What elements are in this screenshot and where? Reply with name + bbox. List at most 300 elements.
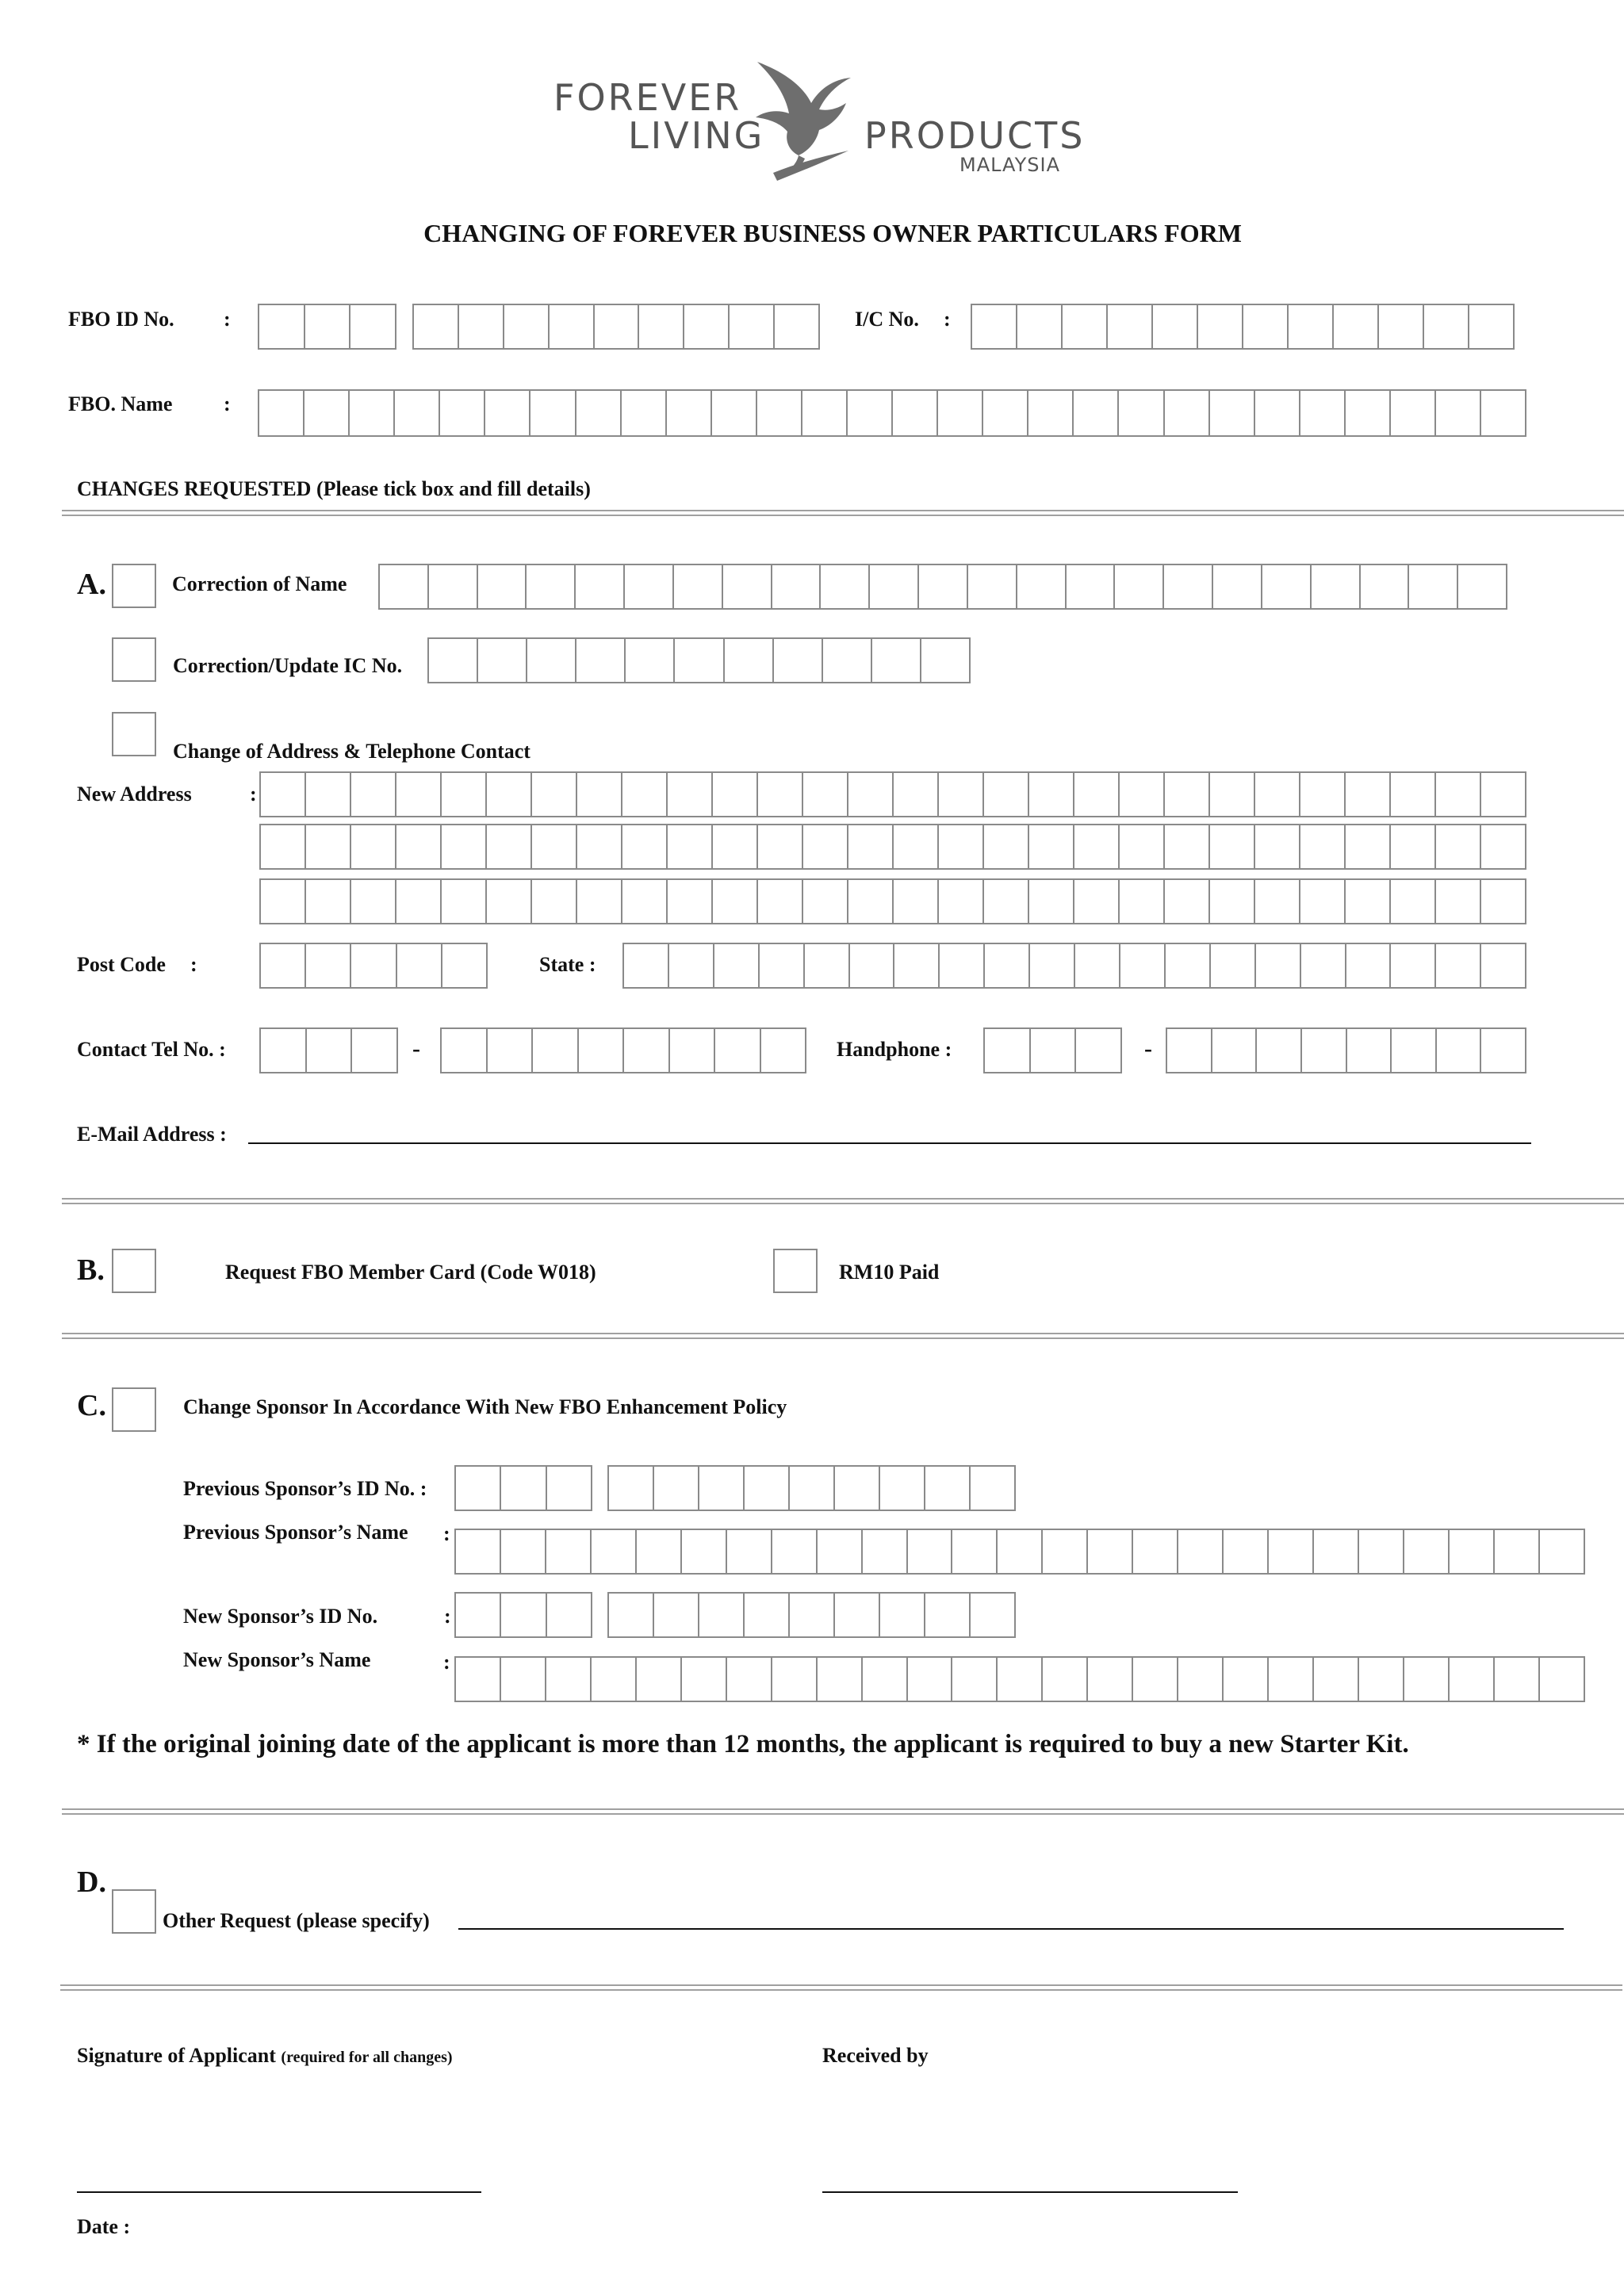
character-box[interactable] <box>939 773 984 816</box>
character-box[interactable] <box>850 944 895 987</box>
change-sponsor-checkbox[interactable] <box>112 1387 156 1432</box>
character-box[interactable] <box>772 1530 818 1573</box>
character-box[interactable] <box>1495 1658 1540 1701</box>
character-box[interactable] <box>758 825 803 868</box>
character-box[interactable] <box>985 944 1030 987</box>
character-box[interactable] <box>1028 391 1074 435</box>
character-box[interactable] <box>925 1467 971 1510</box>
character-box[interactable] <box>713 880 758 923</box>
character-box[interactable] <box>478 565 527 608</box>
character-box[interactable] <box>727 1658 772 1701</box>
character-box[interactable] <box>971 1594 1014 1636</box>
character-box[interactable] <box>952 1658 998 1701</box>
contact-tel-number-boxes[interactable] <box>440 1027 806 1073</box>
character-box[interactable] <box>1165 825 1210 868</box>
character-box[interactable] <box>259 391 304 435</box>
character-box[interactable] <box>442 880 487 923</box>
character-box[interactable] <box>1346 773 1391 816</box>
character-box[interactable] <box>713 773 758 816</box>
character-box[interactable] <box>712 391 757 435</box>
character-box[interactable] <box>925 1594 971 1636</box>
character-box[interactable] <box>1409 565 1458 608</box>
correction-name-checkbox[interactable] <box>112 564 156 608</box>
character-box[interactable] <box>1115 565 1164 608</box>
character-box[interactable] <box>261 773 306 816</box>
character-box[interactable] <box>745 1467 790 1510</box>
character-box[interactable] <box>1481 944 1525 987</box>
character-box[interactable] <box>261 825 306 868</box>
state-boxes[interactable] <box>622 943 1526 989</box>
character-box[interactable] <box>261 880 306 923</box>
character-box[interactable] <box>1133 1658 1178 1701</box>
character-box[interactable] <box>304 391 350 435</box>
ic-number-boxes[interactable] <box>971 304 1515 350</box>
character-box[interactable] <box>1404 1658 1450 1701</box>
character-box[interactable] <box>456 1467 501 1510</box>
other-request-input-line[interactable] <box>458 1928 1564 1930</box>
character-box[interactable] <box>1043 1658 1088 1701</box>
character-box[interactable] <box>546 1530 592 1573</box>
character-box[interactable] <box>939 880 984 923</box>
character-box[interactable] <box>306 944 351 987</box>
character-box[interactable] <box>1076 1029 1120 1072</box>
character-box[interactable] <box>863 1658 908 1701</box>
character-box[interactable] <box>1379 305 1424 348</box>
character-box[interactable] <box>351 825 396 868</box>
character-box[interactable] <box>760 944 805 987</box>
character-box[interactable] <box>835 1594 880 1636</box>
character-box[interactable] <box>478 639 527 682</box>
character-box[interactable] <box>714 944 760 987</box>
character-box[interactable] <box>456 1658 501 1701</box>
new-sponsor-name-boxes[interactable] <box>454 1656 1585 1702</box>
email-input-line[interactable] <box>248 1142 1531 1144</box>
character-box[interactable] <box>1120 880 1165 923</box>
character-box[interactable] <box>1224 1658 1269 1701</box>
character-box[interactable] <box>1063 305 1108 348</box>
character-box[interactable] <box>504 305 550 348</box>
character-box[interactable] <box>1481 1029 1525 1072</box>
character-box[interactable] <box>487 773 532 816</box>
character-box[interactable] <box>758 773 803 816</box>
character-box[interactable] <box>1178 1658 1224 1701</box>
character-box[interactable] <box>1198 305 1243 348</box>
character-box[interactable] <box>1262 565 1312 608</box>
character-box[interactable] <box>547 1467 591 1510</box>
character-box[interactable] <box>790 1594 835 1636</box>
character-box[interactable] <box>684 305 730 348</box>
handphone-number-boxes[interactable] <box>1166 1027 1526 1073</box>
character-box[interactable] <box>669 944 714 987</box>
character-box[interactable] <box>1436 773 1481 816</box>
character-box[interactable] <box>1165 391 1210 435</box>
character-box[interactable] <box>772 565 822 608</box>
character-box[interactable] <box>351 880 396 923</box>
character-box[interactable] <box>893 391 938 435</box>
character-box[interactable] <box>730 305 775 348</box>
character-box[interactable] <box>674 565 723 608</box>
character-box[interactable] <box>1255 773 1300 816</box>
handphone-prefix-boxes[interactable] <box>983 1027 1122 1073</box>
character-box[interactable] <box>983 391 1028 435</box>
fbo-id-number-boxes[interactable] <box>412 304 820 350</box>
character-box[interactable] <box>1212 1029 1258 1072</box>
character-box[interactable] <box>396 773 442 816</box>
character-box[interactable] <box>639 305 684 348</box>
character-box[interactable] <box>682 1530 727 1573</box>
character-box[interactable] <box>1392 1029 1437 1072</box>
character-box[interactable] <box>1108 305 1153 348</box>
character-box[interactable] <box>456 1530 501 1573</box>
character-box[interactable] <box>1120 773 1165 816</box>
character-box[interactable] <box>1017 565 1067 608</box>
character-box[interactable] <box>261 944 306 987</box>
character-box[interactable] <box>397 944 442 987</box>
character-box[interactable] <box>527 639 576 682</box>
received-by-line[interactable] <box>822 2191 1238 2193</box>
character-box[interactable] <box>442 1029 488 1072</box>
character-box[interactable] <box>637 1530 682 1573</box>
character-box[interactable] <box>1424 305 1469 348</box>
character-box[interactable] <box>1088 1530 1133 1573</box>
character-box[interactable] <box>848 773 894 816</box>
character-box[interactable] <box>261 1029 307 1072</box>
character-box[interactable] <box>984 880 1029 923</box>
character-box[interactable] <box>939 825 984 868</box>
new-sponsor-id-number-boxes[interactable] <box>607 1592 1016 1638</box>
character-box[interactable] <box>350 305 395 348</box>
character-box[interactable] <box>1436 944 1481 987</box>
character-box[interactable] <box>1481 825 1525 868</box>
character-box[interactable] <box>442 825 487 868</box>
character-box[interactable] <box>396 825 442 868</box>
correction-name-boxes[interactable] <box>378 564 1507 610</box>
character-box[interactable] <box>668 880 713 923</box>
character-box[interactable] <box>592 1658 637 1701</box>
character-box[interactable] <box>725 639 774 682</box>
character-box[interactable] <box>501 1467 546 1510</box>
character-box[interactable] <box>1481 391 1525 435</box>
character-box[interactable] <box>1300 773 1346 816</box>
character-box[interactable] <box>1255 825 1300 868</box>
character-box[interactable] <box>1469 305 1513 348</box>
character-box[interactable] <box>625 565 674 608</box>
character-box[interactable] <box>1391 773 1436 816</box>
character-box[interactable] <box>745 1594 790 1636</box>
character-box[interactable] <box>670 1029 716 1072</box>
character-box[interactable] <box>940 944 985 987</box>
character-box[interactable] <box>774 639 823 682</box>
character-box[interactable] <box>624 1029 670 1072</box>
character-box[interactable] <box>305 305 351 348</box>
character-box[interactable] <box>803 880 848 923</box>
new-address-line-1[interactable] <box>259 771 1526 817</box>
character-box[interactable] <box>823 639 872 682</box>
character-box[interactable] <box>863 1530 908 1573</box>
character-box[interactable] <box>1256 944 1301 987</box>
character-box[interactable] <box>1255 391 1300 435</box>
character-box[interactable] <box>870 565 919 608</box>
character-box[interactable] <box>803 773 848 816</box>
character-box[interactable] <box>998 1658 1043 1701</box>
character-box[interactable] <box>848 880 894 923</box>
character-box[interactable] <box>352 1029 396 1072</box>
character-box[interactable] <box>579 1029 625 1072</box>
character-box[interactable] <box>1166 944 1211 987</box>
character-box[interactable] <box>1269 1530 1314 1573</box>
character-box[interactable] <box>1269 1658 1314 1701</box>
prev-sponsor-name-boxes[interactable] <box>454 1529 1585 1575</box>
character-box[interactable] <box>1359 1530 1404 1573</box>
new-address-line-3[interactable] <box>259 878 1526 924</box>
character-box[interactable] <box>1075 944 1120 987</box>
character-box[interactable] <box>921 639 969 682</box>
fbo-id-prefix-boxes[interactable] <box>258 304 396 350</box>
signature-line[interactable] <box>77 2191 481 2193</box>
character-box[interactable] <box>622 880 668 923</box>
character-box[interactable] <box>1074 391 1119 435</box>
change-address-checkbox[interactable] <box>112 712 156 756</box>
character-box[interactable] <box>894 880 939 923</box>
character-box[interactable] <box>530 391 576 435</box>
character-box[interactable] <box>1346 880 1391 923</box>
character-box[interactable] <box>306 880 351 923</box>
character-box[interactable] <box>971 1467 1014 1510</box>
character-box[interactable] <box>1437 1029 1482 1072</box>
character-box[interactable] <box>1359 1658 1404 1701</box>
character-box[interactable] <box>487 825 532 868</box>
character-box[interactable] <box>984 773 1029 816</box>
character-box[interactable] <box>818 1658 863 1701</box>
character-box[interactable] <box>485 391 530 435</box>
character-box[interactable] <box>805 944 850 987</box>
character-box[interactable] <box>1120 944 1166 987</box>
character-box[interactable] <box>429 565 478 608</box>
character-box[interactable] <box>1314 1658 1359 1701</box>
character-box[interactable] <box>547 1594 591 1636</box>
character-box[interactable] <box>1210 773 1255 816</box>
character-box[interactable] <box>488 1029 534 1072</box>
character-box[interactable] <box>758 880 803 923</box>
character-box[interactable] <box>1164 565 1213 608</box>
fbo-name-boxes[interactable] <box>258 389 1526 437</box>
character-box[interactable] <box>351 944 396 987</box>
rm10-paid-checkbox[interactable] <box>773 1249 818 1293</box>
character-box[interactable] <box>1540 1658 1584 1701</box>
character-box[interactable] <box>442 773 487 816</box>
character-box[interactable] <box>1213 565 1262 608</box>
character-box[interactable] <box>532 880 577 923</box>
character-box[interactable] <box>429 639 478 682</box>
character-box[interactable] <box>1243 305 1289 348</box>
prev-sponsor-id-number-boxes[interactable] <box>607 1465 1016 1511</box>
character-box[interactable] <box>938 391 983 435</box>
character-box[interactable] <box>459 305 504 348</box>
character-box[interactable] <box>1450 1658 1495 1701</box>
character-box[interactable] <box>501 1594 546 1636</box>
character-box[interactable] <box>592 1530 637 1573</box>
character-box[interactable] <box>1346 391 1391 435</box>
character-box[interactable] <box>595 305 640 348</box>
character-box[interactable] <box>380 565 429 608</box>
character-box[interactable] <box>440 391 485 435</box>
character-box[interactable] <box>872 639 921 682</box>
character-box[interactable] <box>894 773 939 816</box>
correction-ic-checkbox[interactable] <box>112 637 156 682</box>
character-box[interactable] <box>1074 773 1120 816</box>
character-box[interactable] <box>1347 1029 1392 1072</box>
character-box[interactable] <box>1088 1658 1133 1701</box>
character-box[interactable] <box>699 1594 745 1636</box>
character-box[interactable] <box>1067 565 1116 608</box>
character-box[interactable] <box>1458 565 1506 608</box>
character-box[interactable] <box>1165 773 1210 816</box>
character-box[interactable] <box>772 1658 818 1701</box>
character-box[interactable] <box>395 391 440 435</box>
character-box[interactable] <box>1314 1530 1359 1573</box>
character-box[interactable] <box>622 773 668 816</box>
character-box[interactable] <box>546 1658 592 1701</box>
character-box[interactable] <box>609 1594 654 1636</box>
character-box[interactable] <box>998 1530 1043 1573</box>
character-box[interactable] <box>880 1467 925 1510</box>
character-box[interactable] <box>501 1530 546 1573</box>
post-code-boxes[interactable] <box>259 943 488 989</box>
character-box[interactable] <box>848 825 894 868</box>
character-box[interactable] <box>908 1658 953 1701</box>
new-sponsor-id-prefix-boxes[interactable] <box>454 1592 592 1638</box>
character-box[interactable] <box>1167 1029 1212 1072</box>
character-box[interactable] <box>1074 825 1120 868</box>
character-box[interactable] <box>532 773 577 816</box>
character-box[interactable] <box>880 1594 925 1636</box>
character-box[interactable] <box>1030 944 1075 987</box>
character-box[interactable] <box>1210 825 1255 868</box>
character-box[interactable] <box>527 565 576 608</box>
character-box[interactable] <box>577 773 622 816</box>
character-box[interactable] <box>775 305 818 348</box>
character-box[interactable] <box>761 1029 806 1072</box>
character-box[interactable] <box>1300 880 1346 923</box>
character-box[interactable] <box>1074 880 1120 923</box>
character-box[interactable] <box>757 391 802 435</box>
character-box[interactable] <box>1301 944 1346 987</box>
character-box[interactable] <box>626 639 675 682</box>
member-card-checkbox[interactable] <box>112 1249 156 1293</box>
character-box[interactable] <box>1031 1029 1077 1072</box>
character-box[interactable] <box>821 565 870 608</box>
character-box[interactable] <box>1495 1530 1540 1573</box>
character-box[interactable] <box>414 305 459 348</box>
character-box[interactable] <box>802 391 848 435</box>
character-box[interactable] <box>577 880 622 923</box>
character-box[interactable] <box>351 773 396 816</box>
character-box[interactable] <box>682 1658 727 1701</box>
character-box[interactable] <box>306 825 351 868</box>
character-box[interactable] <box>1120 825 1165 868</box>
character-box[interactable] <box>1119 391 1164 435</box>
character-box[interactable] <box>1224 1530 1269 1573</box>
character-box[interactable] <box>894 825 939 868</box>
character-box[interactable] <box>1300 391 1346 435</box>
character-box[interactable] <box>501 1658 546 1701</box>
character-box[interactable] <box>1302 1029 1347 1072</box>
character-box[interactable] <box>1391 944 1436 987</box>
character-box[interactable] <box>350 391 395 435</box>
character-box[interactable] <box>1391 825 1436 868</box>
correction-ic-boxes[interactable] <box>427 637 971 683</box>
character-box[interactable] <box>1133 1530 1178 1573</box>
character-box[interactable] <box>259 305 305 348</box>
character-box[interactable] <box>1346 825 1391 868</box>
character-box[interactable] <box>1436 880 1481 923</box>
character-box[interactable] <box>576 639 626 682</box>
character-box[interactable] <box>848 391 893 435</box>
character-box[interactable] <box>1312 565 1361 608</box>
other-request-checkbox[interactable] <box>112 1889 156 1934</box>
character-box[interactable] <box>1334 305 1379 348</box>
character-box[interactable] <box>727 1530 772 1573</box>
character-box[interactable] <box>1178 1530 1224 1573</box>
character-box[interactable] <box>908 1530 953 1573</box>
character-box[interactable] <box>1289 305 1334 348</box>
prev-sponsor-id-prefix-boxes[interactable] <box>454 1465 592 1511</box>
character-box[interactable] <box>1257 1029 1302 1072</box>
character-box[interactable] <box>1210 391 1255 435</box>
character-box[interactable] <box>609 1467 654 1510</box>
character-box[interactable] <box>550 305 595 348</box>
character-box[interactable] <box>306 773 351 816</box>
character-box[interactable] <box>1029 773 1074 816</box>
character-box[interactable] <box>1391 391 1436 435</box>
character-box[interactable] <box>1165 880 1210 923</box>
character-box[interactable] <box>654 1594 699 1636</box>
character-box[interactable] <box>803 825 848 868</box>
character-box[interactable] <box>1436 391 1481 435</box>
character-box[interactable] <box>1255 880 1300 923</box>
character-box[interactable] <box>577 825 622 868</box>
character-box[interactable] <box>952 1530 998 1573</box>
character-box[interactable] <box>668 825 713 868</box>
character-box[interactable] <box>622 825 668 868</box>
contact-tel-area-boxes[interactable] <box>259 1027 398 1073</box>
character-box[interactable] <box>622 391 667 435</box>
character-box[interactable] <box>1481 880 1525 923</box>
character-box[interactable] <box>456 1594 501 1636</box>
character-box[interactable] <box>1481 773 1525 816</box>
character-box[interactable] <box>1017 305 1063 348</box>
character-box[interactable] <box>1300 825 1346 868</box>
character-box[interactable] <box>1210 880 1255 923</box>
character-box[interactable] <box>984 825 1029 868</box>
character-box[interactable] <box>396 880 442 923</box>
character-box[interactable] <box>1043 1530 1088 1573</box>
character-box[interactable] <box>1029 880 1074 923</box>
character-box[interactable] <box>1153 305 1198 348</box>
character-box[interactable] <box>654 1467 699 1510</box>
character-box[interactable] <box>637 1658 682 1701</box>
character-box[interactable] <box>1391 880 1436 923</box>
character-box[interactable] <box>1404 1530 1450 1573</box>
character-box[interactable] <box>675 639 724 682</box>
character-box[interactable] <box>1436 825 1481 868</box>
character-box[interactable] <box>624 944 669 987</box>
character-box[interactable] <box>818 1530 863 1573</box>
character-box[interactable] <box>723 565 772 608</box>
character-box[interactable] <box>442 944 486 987</box>
character-box[interactable] <box>713 825 758 868</box>
character-box[interactable] <box>835 1467 880 1510</box>
